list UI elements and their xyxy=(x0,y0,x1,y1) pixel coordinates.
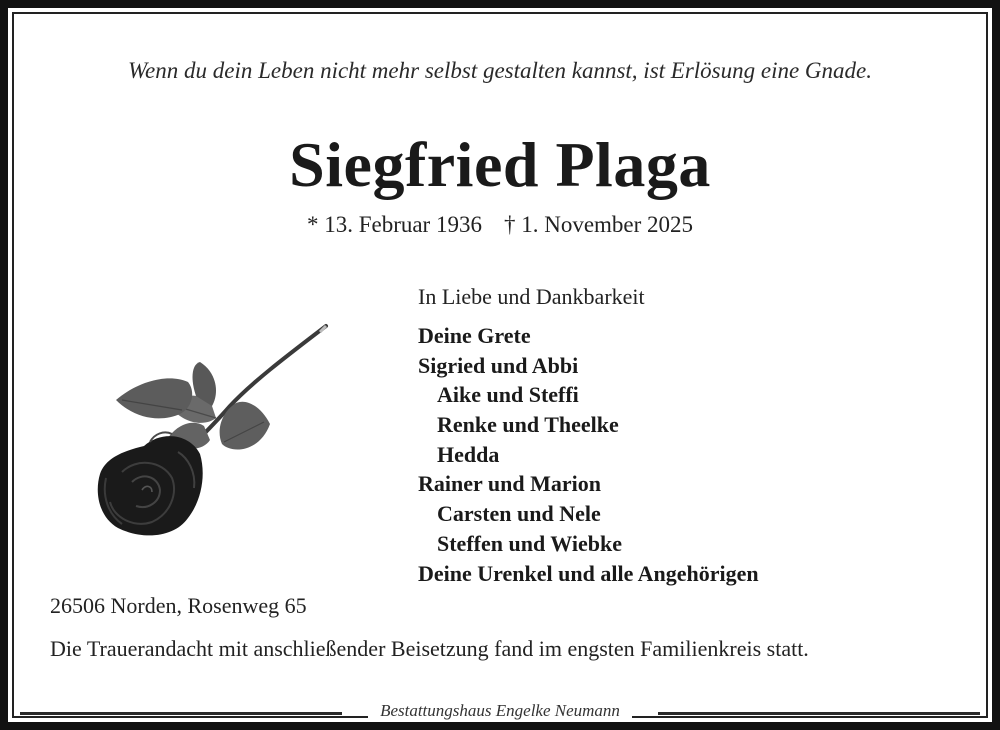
thanks-line: In Liebe und Dankbarkeit xyxy=(418,284,645,309)
mourner-entry: Steffen und Wiebke xyxy=(437,530,623,556)
death-date: † 1. November 2025 xyxy=(503,212,694,237)
mourner-entry: Carsten und Nele xyxy=(437,501,601,527)
mourner-entry: Rainer und Marion xyxy=(418,471,601,497)
mourner-entry: Deine Grete xyxy=(418,323,531,348)
life-dates xyxy=(0,212,1000,238)
mourner-entry: Renke und Theelke xyxy=(437,412,619,438)
funeral-home-name: Bestattungshaus Engelke Neumann xyxy=(368,701,632,720)
motto-quote: Wenn du dein Leben nicht mehr selbst gestalten kannst, ist Erlösung eine Gnade. xyxy=(128,58,872,83)
footer xyxy=(0,701,1000,721)
mourners-list xyxy=(418,321,759,588)
deceased-name: Siegfried Plaga xyxy=(289,129,711,200)
birth-date: * 13. Februar 1936 xyxy=(306,212,482,237)
mourner-entry: Deine Urenkel und alle Angehörigen xyxy=(418,560,759,586)
address: 26506 Norden, Rosenweg 65 xyxy=(50,593,307,618)
rose-image xyxy=(92,322,332,544)
funeral-notice: Die Trauerandacht mit anschließender Beisetzung fand im engsten Familienkreis statt. xyxy=(50,636,809,661)
mourner-entry: Hedda xyxy=(437,441,500,467)
mourner-entry: Aike und Steffi xyxy=(437,382,579,408)
mourner-entry: Sigried und Abbi xyxy=(418,352,579,378)
